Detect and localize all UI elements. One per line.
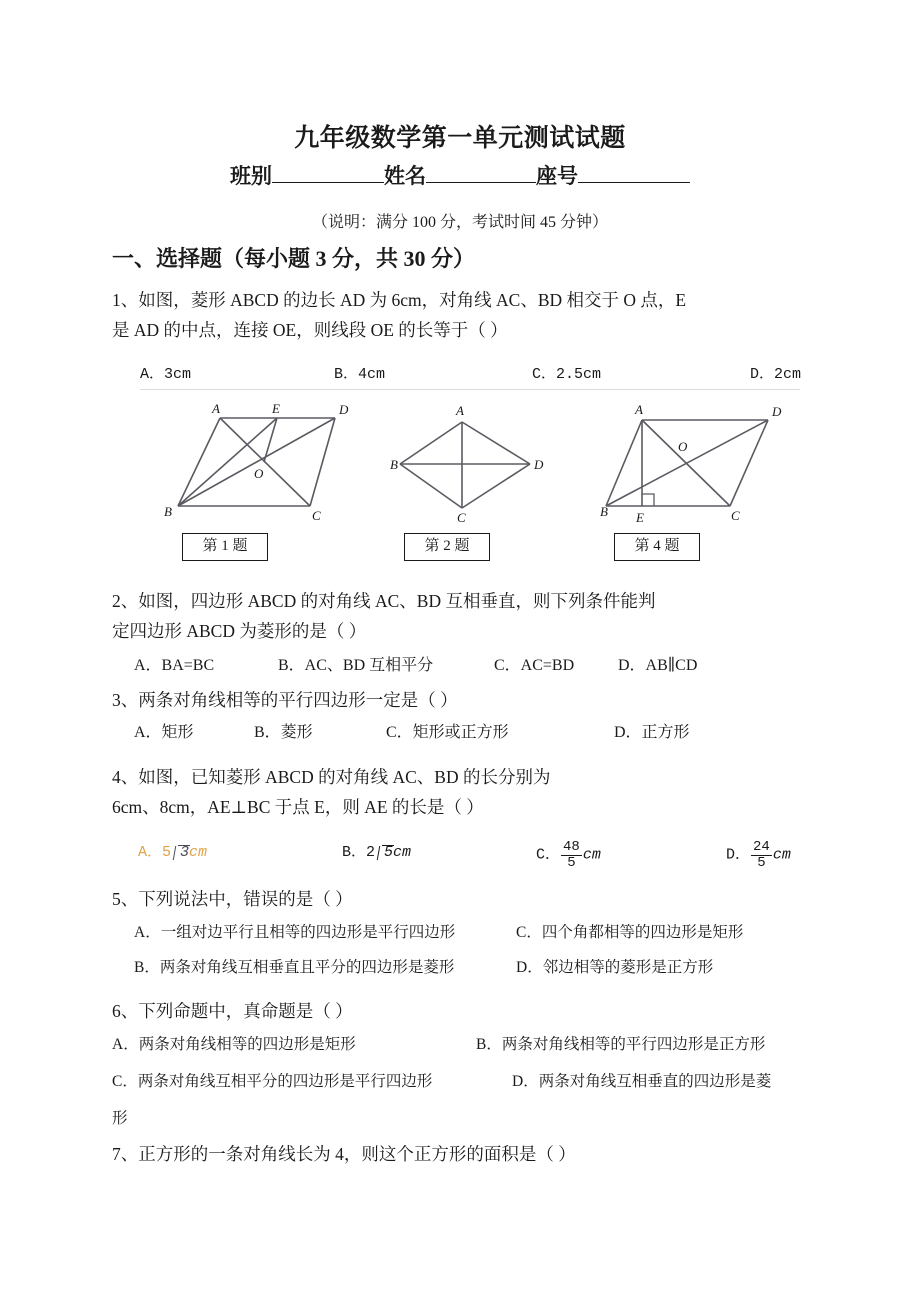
question-2-text bbox=[112, 586, 812, 646]
question-1-text bbox=[112, 285, 812, 345]
q6-option-row-3 bbox=[112, 1101, 818, 1137]
question-6-line-1: 6、下列命题中，真命题是（ ） bbox=[112, 1001, 353, 1021]
q6-option-row-1 bbox=[112, 1027, 818, 1063]
q5-option-b[interactable]: B．两条对角线互相垂直且平分的四边形是菱形 bbox=[134, 959, 455, 976]
figure-2-label-C: C bbox=[457, 510, 466, 525]
q3-option-a[interactable]: A．矩形 bbox=[134, 724, 194, 741]
q6-option-c[interactable]: C．两条对角线互相平分的四边形是平行四边形 bbox=[112, 1073, 433, 1090]
q6-option-a[interactable]: A．两条对角线相等的四边形是矩形 bbox=[112, 1036, 356, 1053]
student-info-line bbox=[0, 160, 920, 190]
figure-2-label-D: D bbox=[534, 457, 544, 472]
q4-option-c-unit: cm bbox=[582, 846, 601, 864]
figure-3-label-B: B bbox=[600, 504, 608, 519]
q4-option-d-denominator: 5 bbox=[757, 854, 766, 871]
question-7-line-1: 7、正方形的一条对角线长为 4，则这个正方形的面积是（ ） bbox=[112, 1144, 576, 1164]
figure-3-label-O: O bbox=[678, 439, 688, 454]
q4-option-a-radical: 3 bbox=[171, 843, 189, 861]
question-4-text bbox=[112, 762, 812, 822]
q3-option-b[interactable]: B．菱形 bbox=[254, 724, 313, 741]
q4-option-d-prefix: D． bbox=[726, 846, 751, 864]
question-5-options bbox=[112, 916, 818, 986]
figure-3-label-C: C bbox=[731, 508, 740, 523]
q4-option-a[interactable] bbox=[138, 840, 207, 861]
figure-1-label-D: D bbox=[339, 402, 349, 417]
q2-option-a[interactable]: A．BA=BC bbox=[134, 657, 215, 674]
figure-2-svg bbox=[390, 396, 575, 526]
seat-blank[interactable] bbox=[578, 182, 690, 183]
figure-3-rhombus-with-altitude bbox=[600, 396, 810, 526]
figure-1-label-B: B bbox=[164, 504, 172, 519]
question-3-text bbox=[112, 685, 812, 715]
q4-option-b-prefix: B．2 bbox=[342, 844, 376, 861]
q4-option-d-numerator: 24 bbox=[753, 839, 770, 855]
figure-3-label-A: A bbox=[635, 402, 643, 417]
q4-option-d-fraction bbox=[751, 840, 772, 870]
q4-option-d[interactable] bbox=[726, 840, 791, 870]
q2-option-c[interactable]: C．AC=BD bbox=[494, 657, 575, 674]
question-7-text bbox=[112, 1139, 812, 1169]
q2-option-d[interactable]: D．AB∥CD bbox=[618, 657, 698, 674]
figure-1-label-O: O bbox=[254, 466, 264, 481]
figure-1-label-E: E bbox=[272, 401, 280, 416]
q4-option-a-prefix: A．5 bbox=[138, 844, 172, 861]
question-2-line-2: 定四边形 ABCD 为菱形的是（ ） bbox=[112, 621, 367, 641]
horizontal-divider bbox=[140, 389, 800, 390]
q6-option-b[interactable]: B．两条对角线相等的平行四边形是正方形 bbox=[476, 1036, 766, 1053]
q1-option-b[interactable]: B．4cm bbox=[334, 366, 386, 383]
figure-3-label-E: E bbox=[636, 510, 644, 525]
question-1-options bbox=[112, 362, 812, 386]
question-5-text bbox=[112, 884, 812, 914]
figure-2-label-A: A bbox=[456, 403, 464, 418]
question-2-options bbox=[112, 652, 812, 678]
section-heading-choice: 一、选择题（每小题 3 分，共 30 分） bbox=[112, 246, 476, 271]
question-3-options bbox=[112, 719, 812, 745]
q5-option-c[interactable]: C．四个角都相等的四边形是矩形 bbox=[516, 924, 744, 941]
q5-option-row-1 bbox=[112, 916, 818, 950]
figure-2-caption-box: 第 2 题 bbox=[404, 533, 490, 561]
figure-1-caption-box: 第 1 题 bbox=[182, 533, 268, 561]
name-blank[interactable] bbox=[426, 182, 536, 183]
q4-option-b-radical: 5 bbox=[375, 843, 393, 861]
q5-option-a[interactable]: A．一组对边平行且相等的四边形是平行四边形 bbox=[134, 924, 456, 941]
q2-option-b[interactable]: B．AC、BD 互相平分 bbox=[278, 657, 434, 674]
q5-option-row-2 bbox=[112, 951, 818, 985]
page-title: 九年级数学第一单元测试试题 bbox=[294, 125, 626, 152]
q1-option-a[interactable]: A．3cm bbox=[140, 366, 192, 383]
seat-label: 座号 bbox=[536, 164, 578, 188]
q6-option-row-2 bbox=[112, 1064, 818, 1100]
question-1-line-1: 1、如图，菱形 ABCD 的边长 AD 为 6cm，对角线 AC、BD 相交于 O 点，E bbox=[112, 290, 687, 310]
question-6-options bbox=[112, 1027, 818, 1131]
q4-option-c-numerator: 48 bbox=[563, 839, 580, 855]
q4-option-a-unit: cm bbox=[189, 844, 208, 861]
exam-note: （说明：满分 100 分，考试时间 45 分钟） bbox=[311, 214, 608, 231]
q6-option-d-wrap: 形 bbox=[112, 1110, 128, 1127]
question-5-line-1: 5、下列说法中，错误的是（ ） bbox=[112, 889, 353, 909]
question-2-line-1: 2、如图，四边形 ABCD 的对角线 AC、BD 互相垂直，则下列条件能判 bbox=[112, 591, 656, 611]
figure-2-label-B: B bbox=[390, 457, 398, 472]
q4-option-c-fraction bbox=[561, 840, 582, 870]
q3-option-d[interactable]: D．正方形 bbox=[614, 724, 690, 741]
q4-option-c[interactable] bbox=[536, 840, 601, 870]
q3-option-c[interactable]: C．矩形或正方形 bbox=[386, 724, 509, 741]
figure-1-rhombus-with-midpoint bbox=[160, 396, 375, 526]
question-4-options bbox=[112, 840, 812, 874]
q4-option-c-prefix: C． bbox=[536, 846, 561, 864]
q4-option-d-unit: cm bbox=[772, 846, 791, 864]
q4-option-b-unit: cm bbox=[393, 844, 412, 861]
figure-1-svg bbox=[160, 396, 375, 526]
question-4-line-2: 6cm、8cm，AE⊥BC 于点 E，则 AE 的长是（ ） bbox=[112, 797, 484, 817]
question-6-text bbox=[112, 996, 812, 1026]
figure-3-svg bbox=[600, 396, 810, 526]
class-label: 班别 bbox=[230, 164, 272, 188]
question-1-line-2: 是 AD 的中点，连接 OE，则线段 OE 的长等于（ ） bbox=[112, 320, 508, 340]
figure-1-label-C: C bbox=[312, 508, 321, 523]
q5-option-d[interactable]: D．邻边相等的菱形是正方形 bbox=[516, 959, 714, 976]
name-label: 姓名 bbox=[384, 164, 426, 188]
figure-3-right-angle-mark bbox=[642, 494, 654, 506]
figure-1-label-A: A bbox=[212, 401, 220, 416]
q1-option-c[interactable]: C．2.5cm bbox=[532, 366, 602, 383]
question-3-line-1: 3、两条对角线相等的平行四边形一定是（ ） bbox=[112, 690, 458, 710]
figure-3-label-D: D bbox=[772, 404, 782, 419]
q1-option-d[interactable]: D．2cm bbox=[750, 366, 802, 383]
q4-option-b[interactable] bbox=[342, 840, 411, 861]
q4-option-c-denominator: 5 bbox=[567, 854, 576, 871]
figure-2-rhombus bbox=[390, 396, 575, 526]
class-blank[interactable] bbox=[272, 182, 384, 183]
q6-option-d[interactable]: D．两条对角线互相垂直的四边形是菱 bbox=[512, 1073, 772, 1090]
figure-3-caption-box: 第 4 题 bbox=[614, 533, 700, 561]
question-4-line-1: 4、如图，已知菱形 ABCD 的对角线 AC、BD 的长分别为 bbox=[112, 767, 551, 787]
